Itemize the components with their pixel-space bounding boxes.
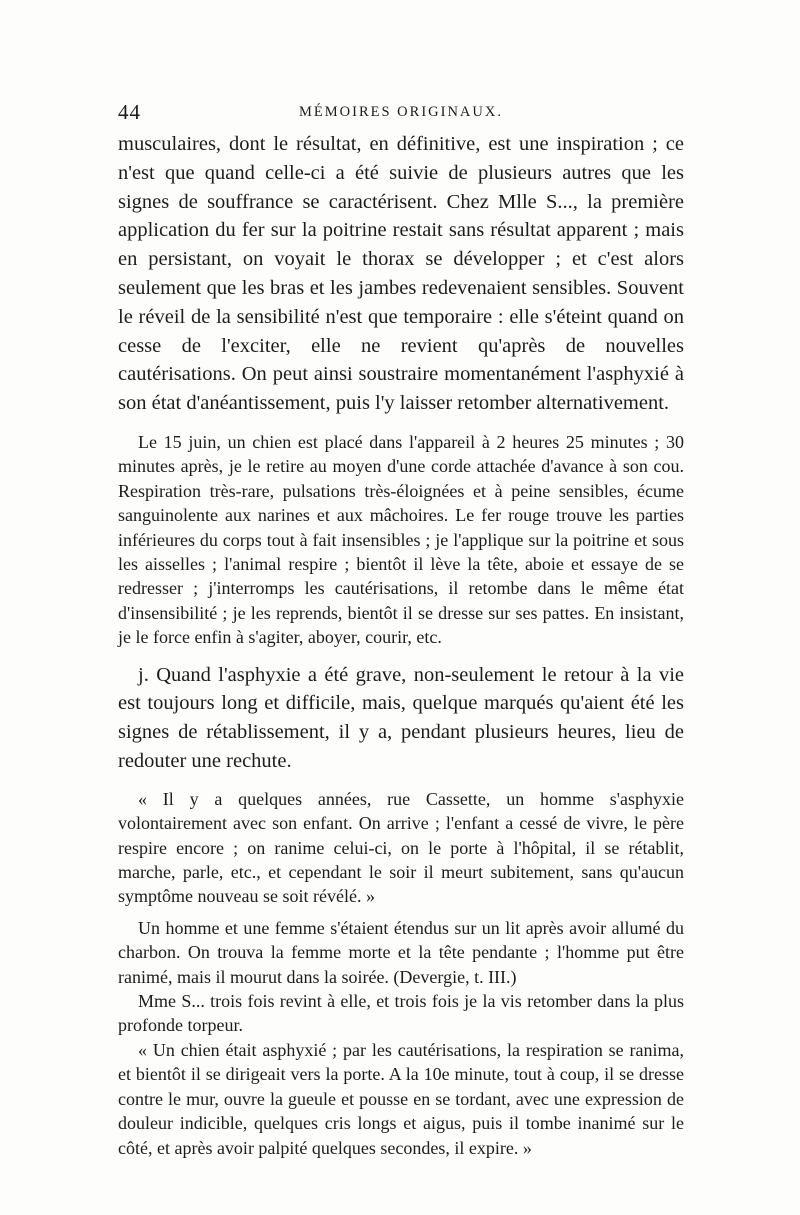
paragraph-mme-s-case: Mme S... trois fois revint à elle, et trois fois je la vis retomber dans la plus profonde torpeur. <box>118 991 684 1036</box>
running-title: MÉMOIRES ORIGINAUX. <box>299 104 503 120</box>
paragraph-continued: musculaires, dont le résultat, en définitive, est une inspiration ; ce n'est que quand celle-ci a été suivie de plusieurs autres que les signes de souffrance se caractérisent. Chez Mlle S..., la première application du fer sur la poitrine restait sans résultat apparent ; mais en persistant, on voyait le thorax se développer ; et c'est alors seulement que les bras et les jambes redevenaient sensibles. Souvent le réveil de la sensibilité n'est que temporaire : elle s'éteint quand on cesse de l'exciter, elle ne revient qu'après de nouvelles cautérisations. On peut ainsi soustraire momentanément l'asphyxié à son état d'anéantissement, puis l'y laisser retomber alternativement. <box>118 133 684 415</box>
paragraph-section-j: j. Quand l'asphyxie a été grave, non-seulement le retour à la vie est toujours long et difficile, mais, quelque marqués qu'aient été les signes de rétablissement, il y a, pendant plusieurs heures, lieu de redouter une rechute. <box>118 663 684 773</box>
body-text <box>118 130 684 1160</box>
page-header <box>118 100 684 126</box>
paragraph-quotation-rue-cassette: « Il y a quelques années, rue Cassette, un homme s'asphyxie volontairement avec son enfant. On arrive ; l'enfant a cessé de vivre, le père respire encore ; on ranime celui-ci, on le porte à l'hôpital, il se rétablit, marche, parle, etc., et cependant le soir il meurt subitement, sans qu'aucun symptôme nouveau se soit révélé. » <box>118 788 684 907</box>
paragraph-quotation-dog: « Un chien était asphyxié ; par les cautérisations, la respiration se ranima, et bientôt il se dirigeait vers la porte. A la 10e minute, tout à coup, il se dresse contre le mur, ouvre la gueule et pousse en se tordant, avec une expression de douleur indicible, quelques cris longs et aigus, puis il tombe inanimé sur le côté, et après avoir palpité quelques secondes, il expire. » <box>118 1039 684 1158</box>
page-number: 44 <box>118 100 141 124</box>
paragraph-experiment-june-15: Le 15 juin, un chien est placé dans l'appareil à 2 heures 25 minutes ; 30 minutes après, je le retire au moyen d'une corde attachée d'avance à son cou. Respiration très-rare, pulsations très-éloignées et à peine sensibles, écume sanguinolente aux narines et aux mâchoires. Le fer rouge trouve les parties inférieures du corps tout à fait insensibles ; je l'applique sur la poitrine et sous les aisselles ; l'animal respire ; bientôt il lève la tête, aboie et essaye de se redresser ; j'interromps les cautérisations, il retombe dans le même état d'insensibilité ; je les reprends, bientôt il se dresse sur ses pattes. En insistant, je le force enfin à s'agiter, aboyer, courir, etc. <box>118 431 684 648</box>
paragraph-devergie-case: Un homme et une femme s'étaient étendus sur un lit après avoir allumé du charbon. On trouva la femme morte et la tête pendante ; l'homme put être ranimé, mais il mourut dans la soirée. (Devergie, t. III.) <box>118 917 684 987</box>
